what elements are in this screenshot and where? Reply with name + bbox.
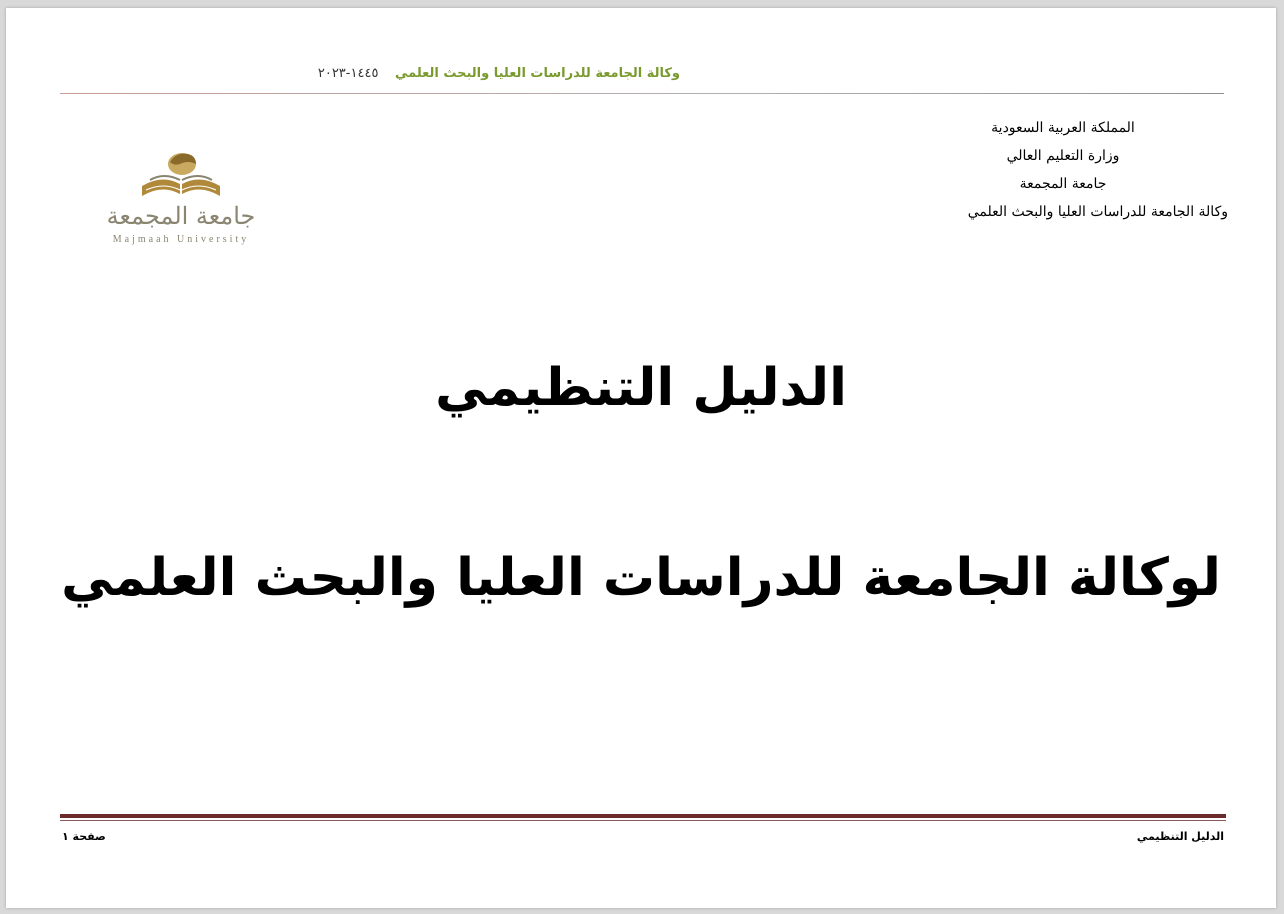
- org-line-agency: وكالة الجامعة للدراسات العليا والبحث العلمي: [967, 204, 1228, 220]
- page-header: [318, 66, 680, 81]
- header-divider: [60, 93, 1224, 94]
- header-title: وكالة الجامعة للدراسات العليا والبحث العلمي: [394, 66, 680, 81]
- document-title: الدليل التنظيمي: [435, 358, 847, 418]
- document-page: [6, 8, 1276, 908]
- org-line-university: جامعة المجمعة: [1019, 176, 1107, 192]
- org-line-country: المملكة العربية السعودية: [991, 120, 1135, 136]
- footer-divider-thick: [60, 814, 1226, 818]
- document-subtitle: لوكالة الجامعة للدراسات العليا والبحث العلمي: [61, 548, 1221, 608]
- footer-page-number: صفحة ١: [62, 830, 106, 843]
- org-line-ministry: وزارة التعليم العالي: [1006, 148, 1120, 164]
- logo-arabic-name: جامعة المجمعة: [106, 202, 256, 230]
- organization-block: [898, 114, 1228, 226]
- open-book-globe-icon: [136, 150, 226, 202]
- footer-divider-thin: [60, 820, 1226, 821]
- university-logo: [96, 150, 266, 250]
- header-year: ١٤٤٥-٢٠٢٣: [317, 66, 379, 81]
- footer-document-label: الدليل التنظيمي: [1136, 830, 1224, 843]
- logo-english-name: Majmaah University: [112, 234, 250, 245]
